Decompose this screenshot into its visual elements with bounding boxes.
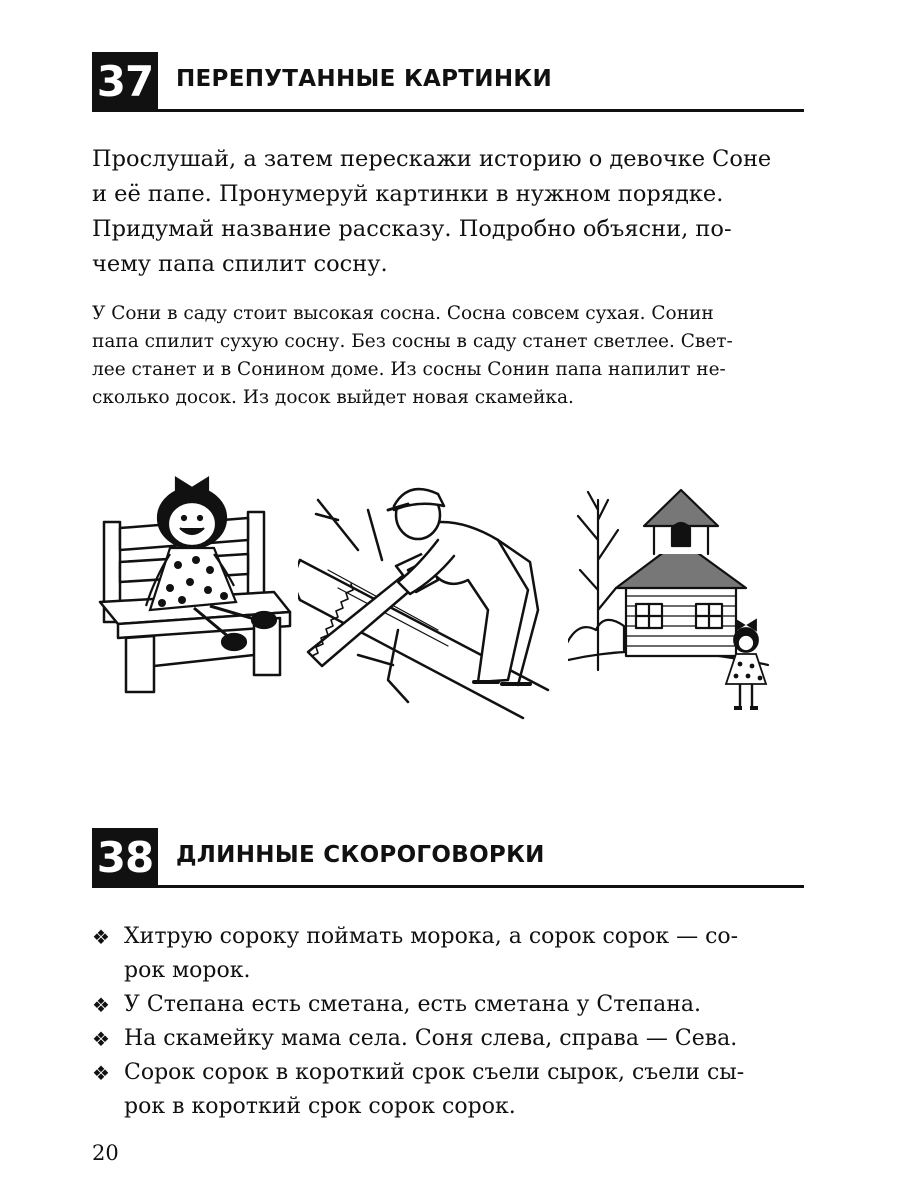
list-item-line: Хитрую сороку поймать морока, а сорок сорок — со- (124, 924, 739, 949)
section-title: ПЕРЕПУТАННЫЕ КАРТИНКИ (176, 66, 553, 92)
girl-on-bench-picture (98, 470, 293, 705)
man-sawing-tree-picture (298, 470, 553, 720)
list-item (92, 1022, 804, 1056)
bullet-icon: ❖ (92, 1027, 110, 1051)
list-item-line: рок морок. (124, 958, 251, 983)
story-text (92, 300, 804, 412)
section-number: 38 (92, 828, 158, 888)
list-item-line: На скамейку мама села. Соня слева, справа — Сева. (124, 1026, 738, 1051)
instruction-line: Прослушай, а затем перескажи историю о девочке Соне (92, 146, 772, 172)
list-item-line: Сорок сорок в короткий срок съели сырок, съели сы- (124, 1060, 745, 1085)
bullet-icon: ❖ (92, 925, 110, 949)
story-line: У Сони в саду стоит высокая сосна. Сосна совсем сухая. Сонин (92, 303, 714, 324)
instruction-line: чему папа спилит сосну. (92, 251, 388, 277)
list-item (92, 1056, 804, 1124)
section-38-header (92, 828, 804, 888)
header-rule (158, 885, 804, 888)
header-rule (158, 109, 804, 112)
list-item (92, 920, 804, 988)
section-number: 37 (92, 52, 158, 112)
pictures-row (98, 470, 778, 720)
instruction-line: Придумай название рассказу. Подробно объясни, по- (92, 216, 732, 242)
story-line: сколько досок. Из досок выйдет новая скамейка. (92, 387, 574, 408)
list-item (92, 988, 804, 1022)
section-37-header (92, 52, 804, 112)
section-title: ДЛИННЫЕ СКОРОГОВОРКИ (176, 842, 545, 868)
list-item-line: рок в короткий срок сорок сорок. (124, 1094, 516, 1119)
bullet-icon: ❖ (92, 993, 110, 1017)
girl-by-house-picture (568, 470, 778, 715)
list-item-line: У Степана есть сметана, есть сметана у Степана. (124, 992, 701, 1017)
story-line: папа спилит сухую сосну. Без сосны в саду станет светлее. Свет- (92, 331, 733, 352)
tongue-twister-list (92, 920, 804, 1124)
story-line: лее станет и в Сонином доме. Из сосны Сонин папа напилит не- (92, 359, 726, 380)
instruction-text (92, 142, 804, 282)
page-number: 20 (92, 1141, 119, 1165)
bullet-icon: ❖ (92, 1061, 110, 1085)
instruction-line: и её папе. Пронумеруй картинки в нужном порядке. (92, 181, 724, 207)
